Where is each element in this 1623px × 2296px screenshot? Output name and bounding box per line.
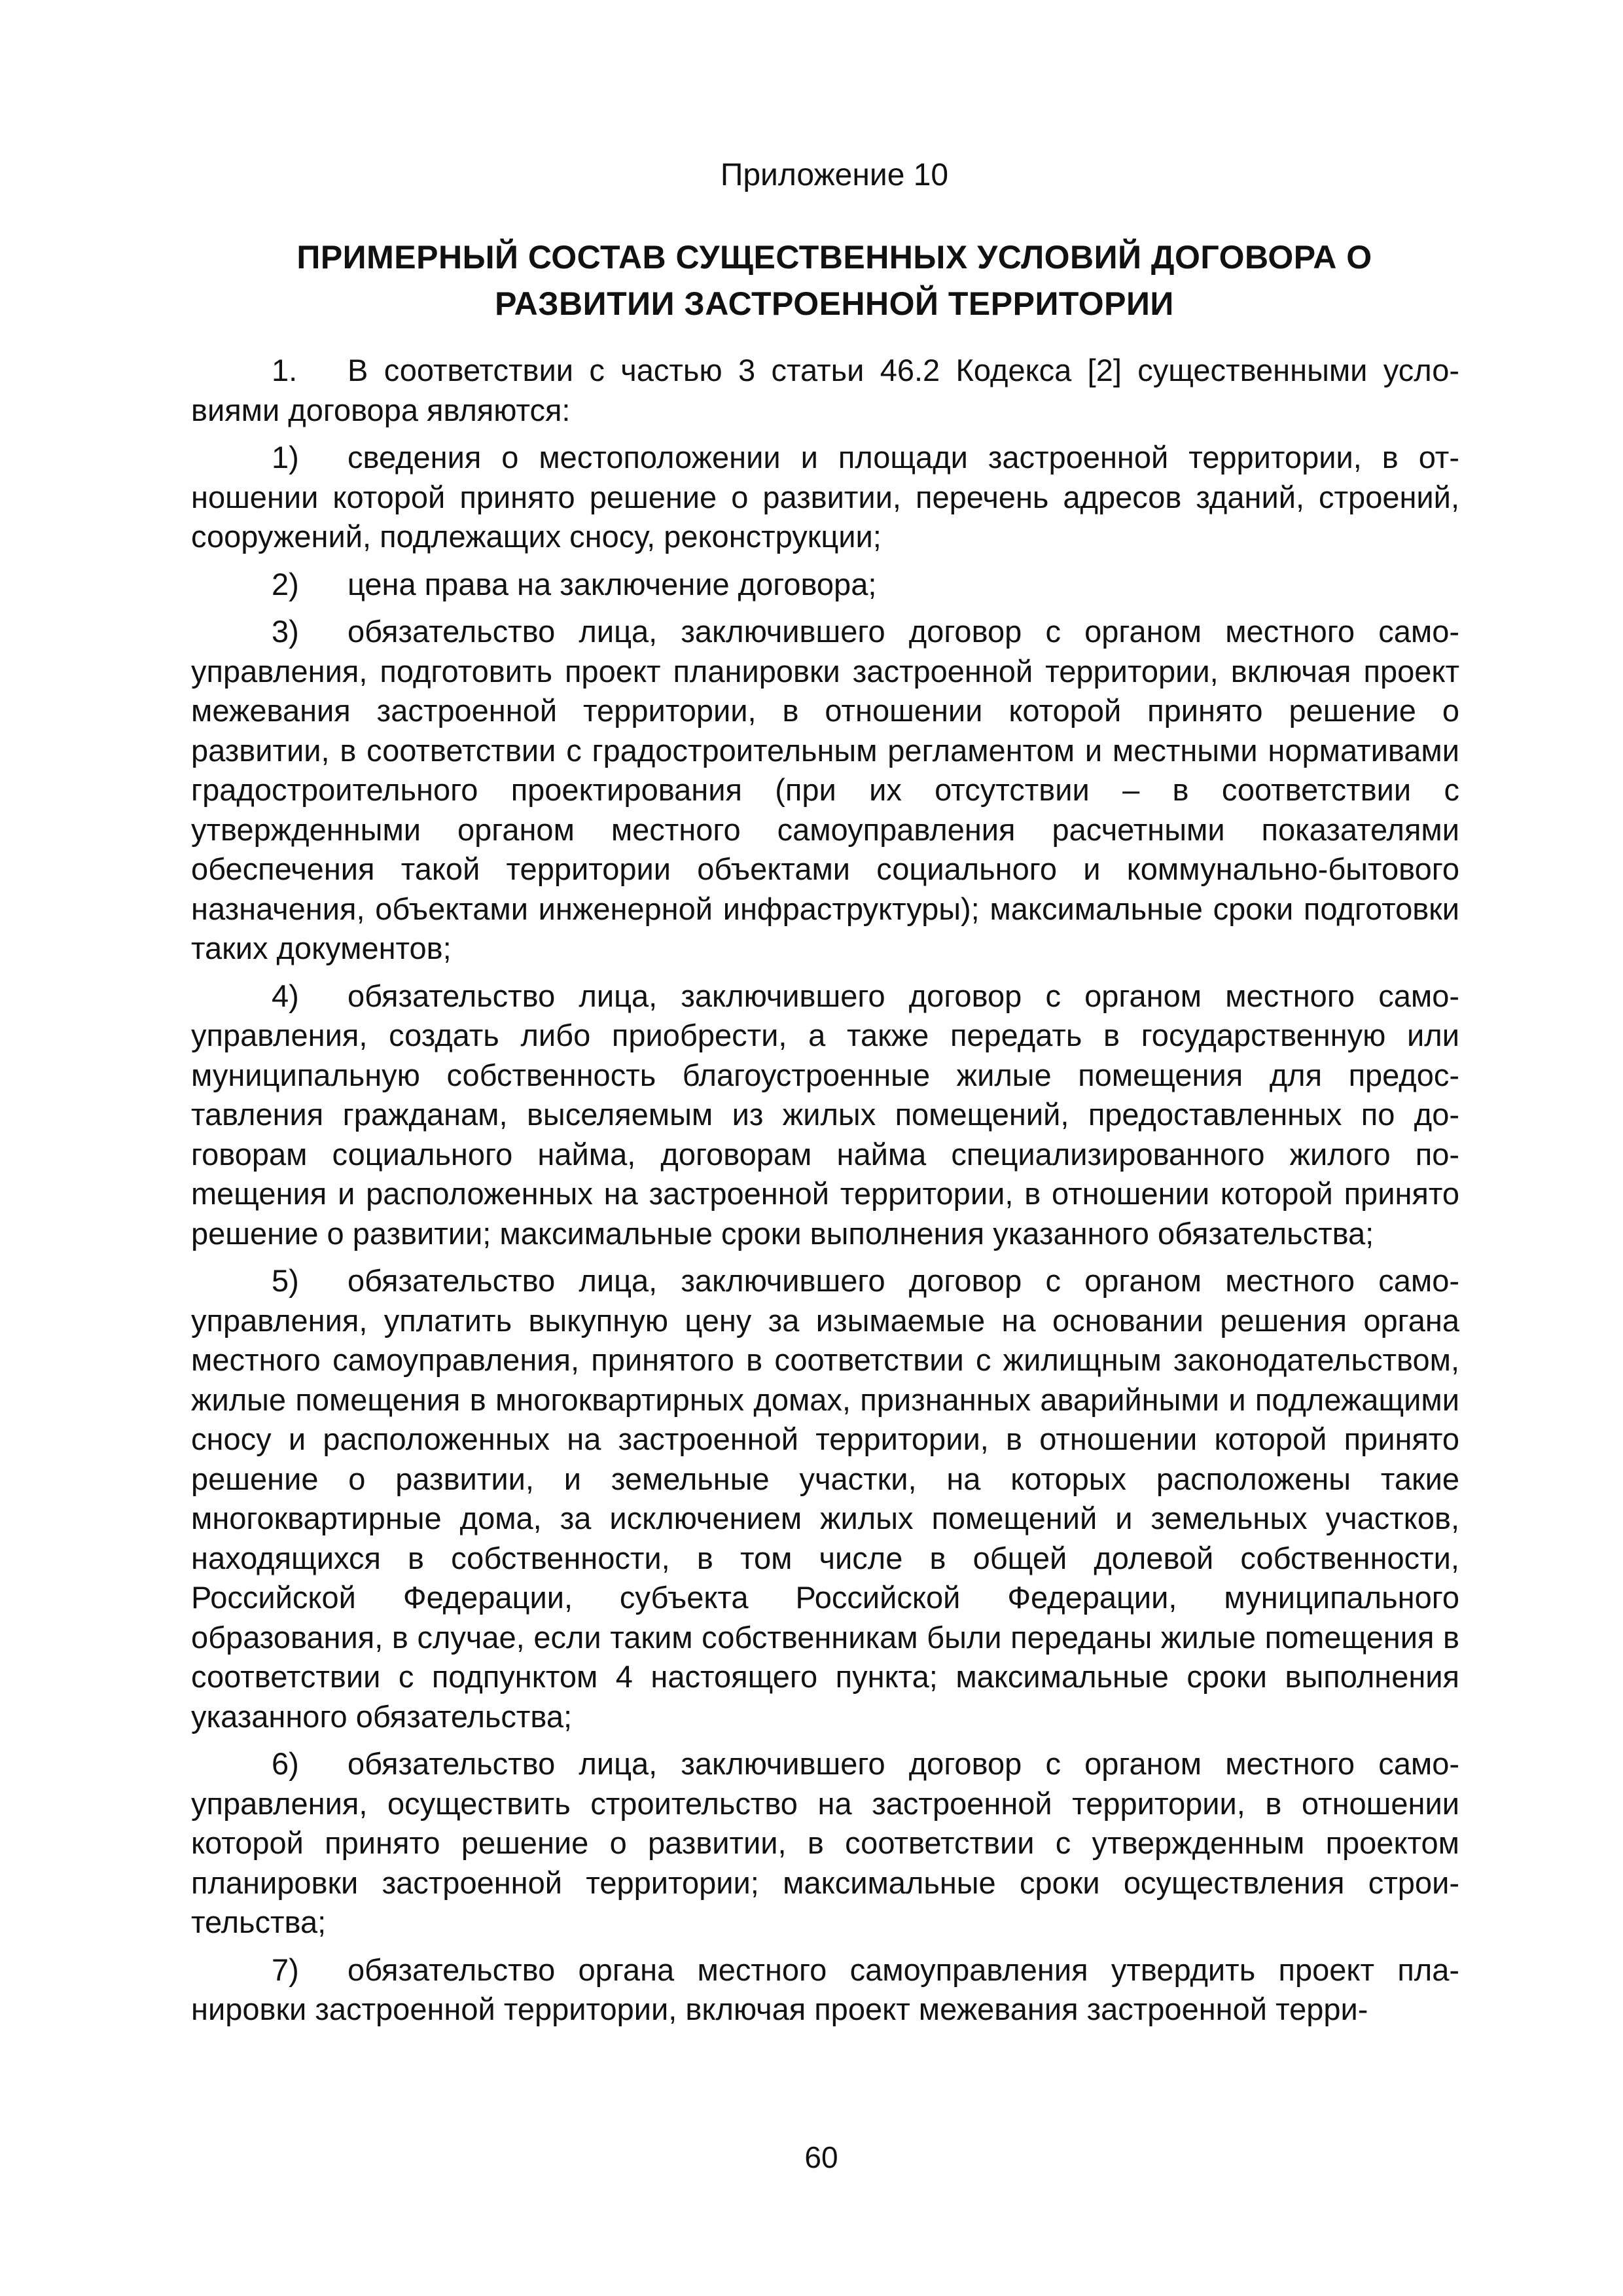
paragraph-text: цена права на заключение договора;	[348, 566, 877, 601]
paragraph-number: 3)	[272, 614, 299, 649]
paragraph-item-7	[191, 1950, 1459, 2030]
paragraph-text: сведения о местоположении и площади застроенной территории, в отношении которой принято решение о развитии, перечень адресов зданий, строений, сооружений, подлежащих сносу, реконструкции;	[191, 440, 1459, 554]
paragraph-number: 1.	[272, 353, 298, 387]
paragraph-number: 6)	[272, 1746, 299, 1781]
paragraph-1	[191, 351, 1459, 430]
title-line-1: ПРИМЕРНЫЙ СОСТАВ СУЩЕСТВЕННЫХ УСЛОВИЙ ДОГОВОРА О	[296, 239, 1372, 276]
paragraph-number: 5)	[272, 1263, 299, 1298]
title-line-2: РАЗВИТИИ ЗАСТРОЕННОЙ ТЕРРИТОРИИ	[495, 285, 1174, 322]
paragraph-item-4	[191, 977, 1459, 1254]
paragraph-number: 7)	[272, 1952, 299, 1987]
paragraph-item-6	[191, 1744, 1459, 1943]
paragraph-text: обязательство органа местного самоуправления утвердить проект планировки застроенной территории, включая проект межевания застроенной терри-	[191, 1952, 1459, 2026]
paragraph-text: обязательство лица, заключившего договор с органом местного самоуправления, осуществить строительство на застроенной территории, в отношении которой принято решение о развитии, в соответствии с утвержденным проектом планировки застроенной территории; максимальные сроки осуществления строительства;	[191, 1746, 1459, 1939]
paragraph-number: 1)	[272, 440, 299, 475]
document-body	[191, 351, 1459, 2037]
paragraph-number: 2)	[272, 566, 299, 601]
paragraph-item-1	[191, 438, 1459, 557]
paragraph-item-2	[191, 565, 1459, 605]
paragraph-text: обязательство лица, заключившего договор с органом местного самоуправления, уплатить выкупную цену за изымаемые на основании решения органа местного самоуправления, принятого в соответствии с жилищным законодательством, жилые помещения в многоквартирных домах, признанных аварийными и подлежащими сносу и расположенных на застроенной территории, в отношении которой принято решение о развитии, и земельные участки, на которых расположены такие многоквартирные дома, за исключением жилых помещений и земельных участков, находящихся в собственности, в том числе в общей долевой собственности, Российской Федерации, субъекта Российской Федерации, муниципального образования, в случае, если таким собственникам были переданы жилые поmещения в соответствии с подпунктом 4 настоящего пункта; максимальные сроки выполнения указанного обязательства;	[191, 1263, 1459, 1734]
paragraph-number: 4)	[272, 978, 299, 1013]
paragraph-text: обязательство лица, заключившего договор с органом местного самоуправления, подготовить проект планировки застроенной территории, включая проект межевания застроенной территории, в отношении которой принято решение о развитии, в соответствии с градостроительным регламентом и местными нормативами градостроительного проектирования (при их отсутствии – в соответствии с утвержденными органом местного самоуправления расчетными показателями обеспечения такой территории объектами социального и коммунально-бытового назначения, объектами инженерной инфраструктуры); максимальные сроки подготовки таких документов;	[191, 614, 1459, 965]
paragraph-text: обязательство лица, заключившего договор с органом местного самоуправления, создать либо приобрести, а также передать в государственную или муниципальную собственность благоустроенные жилые помещения для предоставления гражданам, выселяемым из жилых помещений, предоставленных по договорам социального найма, договорам найма специализированного жилого поmещения и расположенных на застроенной территории, в отношении которой принято решение о развитии; максимальные сроки выполнения указанного обязательства;	[191, 978, 1459, 1251]
paragraph-text: В соответствии с частью 3 статьи 46.2 Кодекса [2] существенными условиями договора являются:	[191, 353, 1459, 427]
page-number: 60	[804, 2140, 838, 2174]
paragraph-item-5	[191, 1261, 1459, 1736]
document-title	[190, 234, 1479, 327]
paragraph-item-3	[191, 612, 1459, 969]
appendix-label: Приложение 10	[720, 158, 949, 192]
